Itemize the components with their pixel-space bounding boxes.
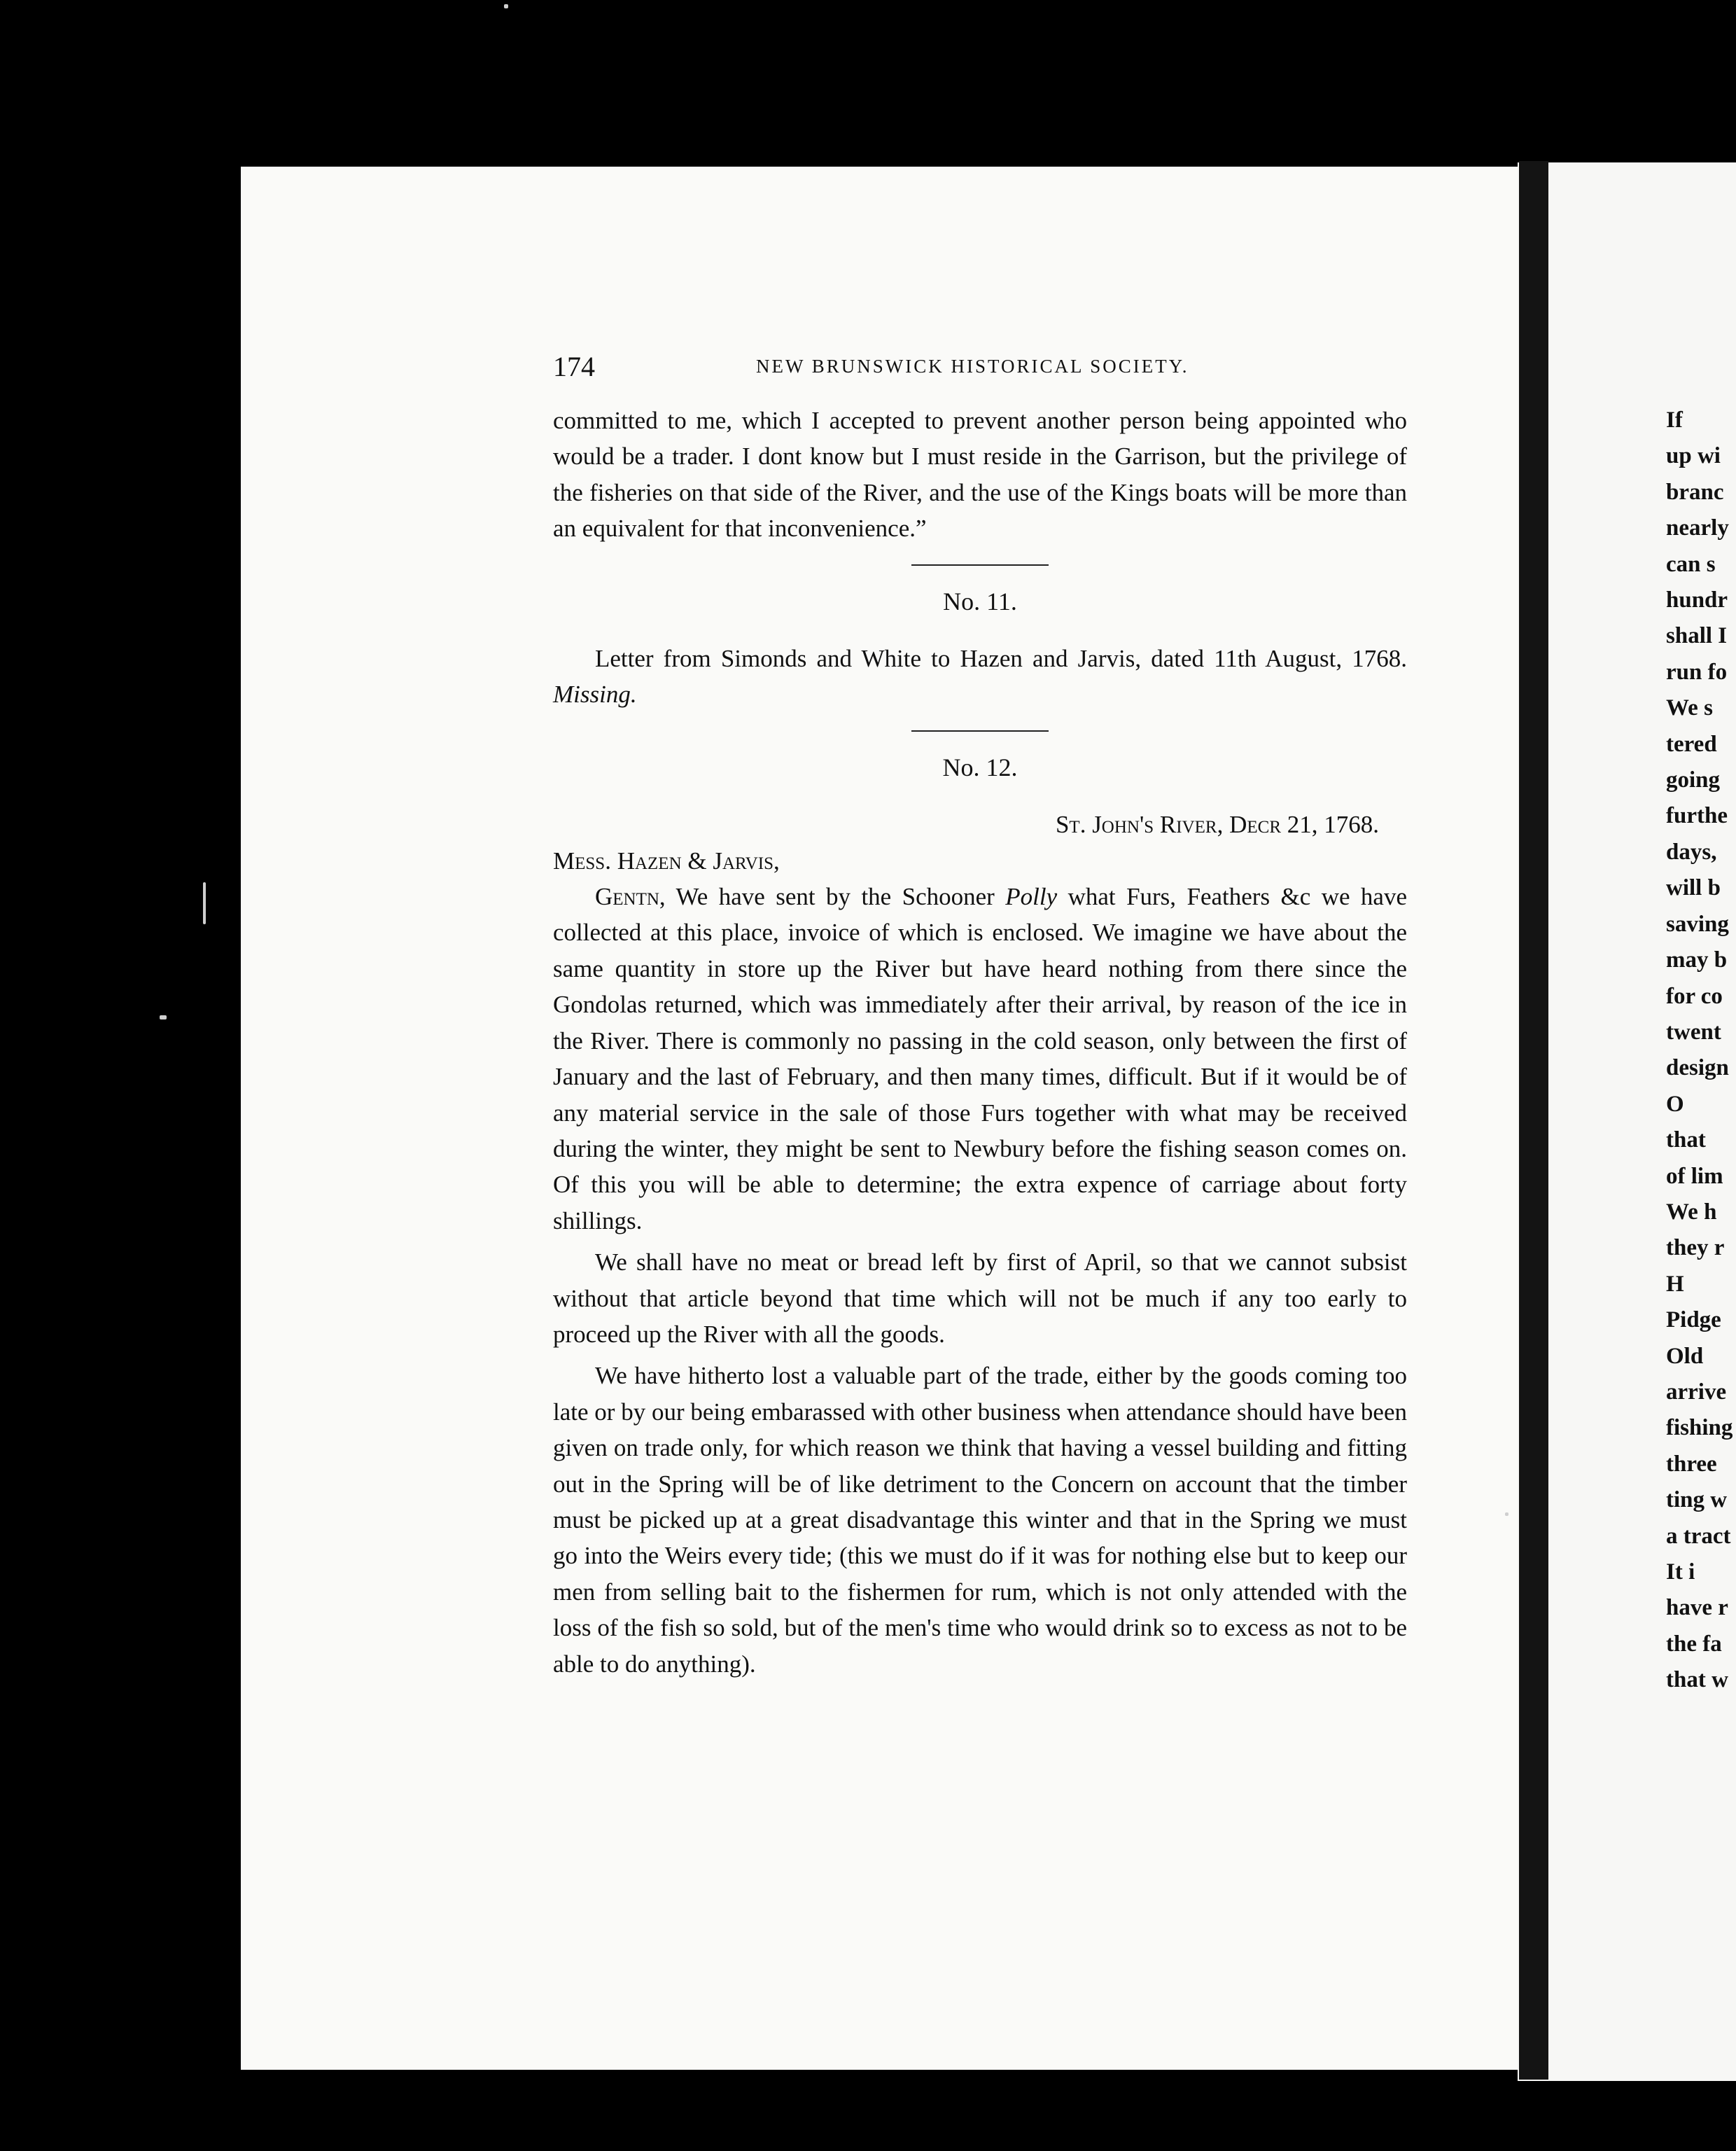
facing-page-line: Old — [1666, 1343, 1704, 1369]
facing-page-line: that w — [1666, 1667, 1728, 1693]
letter-12-paragraph-1 — [553, 879, 1407, 1239]
facing-page-line: fishing — [1666, 1415, 1733, 1441]
facing-page-line: of lim — [1666, 1163, 1723, 1189]
facing-page-line: will b — [1666, 875, 1721, 901]
letter-12-heading: No. 12. — [942, 753, 1018, 781]
facing-page-line: branc — [1666, 479, 1724, 505]
letter-12-p1-start: We have sent by the Schooner — [676, 883, 995, 911]
opening-paragraph: committed to me, which I accepted to prevent another person being appointed who would be a trader. I dont know but I must reside in the Garrison, but the privilege of the fisheries on that side of the River, and the use of the Kings boats will be more than an equivalent for that inconvenience.” — [553, 407, 1407, 543]
section-divider — [911, 564, 1049, 566]
page-number: 174 — [553, 351, 595, 382]
letter-12-place-date: St. John's River, Decr 21, 1768. — [1055, 811, 1379, 839]
vessel-name: Polly — [1005, 883, 1058, 911]
letter-11-text: Letter from Simonds and White to Hazen and Jarvis, dated 11th August, 1768. — [595, 645, 1407, 673]
letter-12-greeting: Gentn, — [595, 883, 666, 911]
letter-12-paragraph-3: We have hitherto lost a valuable part of the trade, either by the goods coming too late or by our being embarassed with other business when attendance should have been given on trade only, for which reason we think that having a vessel building and fitting out in the Spring will be of like detriment to the Concern on account that the timber must be picked up at a great disadvantage this winter and that in the Spring we must go into the Weirs every tide; (this we must do if it was for nothing else but to keep our men from selling bait to the fishermen for rum, which is not only attended with the loss of the fish so sold, but of the men's time who would drink so to excess as not to be able to do anything). — [553, 1362, 1407, 1678]
facing-page-line: for co — [1666, 983, 1723, 1009]
letter-12-p1-rest: what Furs, Feathers &c we have collected at this place, invoice of which is enclosed. We imagine we have about the same quantity in store up the River but have heard nothing from there since the Gondolas returned, which was immediately after their arrival, by reason of the ice in the River. There is commonly no passing in the cold season, only between the first of January and the last of February, and then many times, difficult. But if it would be of any material service in the sale of those Furs together with what may be received during the winter, they might be sent to Newbury before the fishing season comes on. Of this you will be able to determine; the extra expence of carriage about forty shillings. — [553, 883, 1408, 1234]
facing-page-line: arrive — [1666, 1379, 1727, 1405]
facing-page-line: We h — [1666, 1199, 1717, 1225]
letter-11-missing-note: Missing. — [553, 681, 637, 709]
facing-page-line: may b — [1666, 947, 1728, 973]
facing-page-line: ting w — [1666, 1487, 1728, 1513]
letter-12-salutation: Mess. Hazen & Jarvis, — [553, 847, 780, 875]
scan-speck — [1505, 1512, 1508, 1516]
facing-page-line: hundr — [1666, 587, 1728, 613]
facing-page-line: O — [1666, 1091, 1684, 1117]
facing-page-line: H — [1666, 1271, 1684, 1297]
letter-11-heading: No. 11. — [943, 587, 1017, 615]
facing-page-line: the fa — [1666, 1631, 1722, 1657]
facing-page-line: tered — [1666, 731, 1717, 757]
facing-page-line: can s — [1666, 551, 1716, 577]
facing-page-line: going — [1666, 767, 1721, 793]
facing-page-line: nearly — [1666, 515, 1729, 541]
facing-page-line: If — [1666, 408, 1683, 433]
facing-page-line: have r — [1666, 1595, 1728, 1621]
facing-page-line: a tract — [1666, 1523, 1731, 1549]
facing-page-line: design — [1666, 1055, 1729, 1081]
facing-page-line: twent — [1666, 1019, 1721, 1045]
section-divider — [911, 730, 1049, 732]
facing-page-line: It i — [1666, 1559, 1695, 1585]
facing-page-text — [1666, 403, 1736, 1699]
facing-page-line: shall I — [1666, 623, 1728, 649]
facing-page-line: We s — [1666, 695, 1713, 721]
facing-page-line: Pidge — [1666, 1307, 1721, 1333]
letter-12-paragraph-2: We shall have no meat or bread left by first of April, so that we cannot subsist without that article beyond that time which will not be much if any too early to proceed up the River with all the goods. — [553, 1248, 1407, 1348]
facing-page-line: run fo — [1666, 659, 1728, 685]
scan-speck — [203, 882, 206, 924]
scan-speck — [160, 1015, 167, 1019]
main-text — [553, 403, 1407, 1682]
facing-page-line: three — [1666, 1451, 1717, 1477]
facing-page-line: up wi — [1666, 443, 1721, 469]
scan-speck — [504, 4, 508, 8]
book-spine — [1519, 161, 1548, 2080]
facing-page-line: furthe — [1666, 803, 1728, 829]
facing-page-line: saving — [1666, 911, 1729, 937]
letter-11-summary — [553, 641, 1407, 713]
facing-page-line: they r — [1666, 1235, 1725, 1261]
running-head: NEW BRUNSWICK HISTORICAL SOCIETY. — [756, 356, 1189, 377]
page-header — [553, 350, 1407, 392]
facing-page-line: days, — [1666, 839, 1717, 865]
facing-page-line: that — [1666, 1127, 1706, 1153]
